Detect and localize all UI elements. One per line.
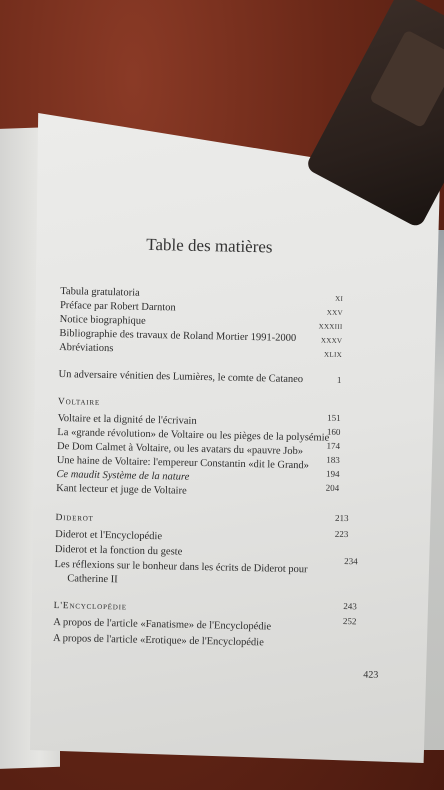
toc-page-number: 183 xyxy=(326,454,340,465)
toc-entry: Diderot et la fonction du geste xyxy=(54,543,183,558)
section-heading-encyclopedie: L'Encyclopédie xyxy=(53,600,127,613)
toc-entry: Ce maudit Système de la nature xyxy=(56,469,190,483)
toc-entry: A propos de l'article «Erotique» de l'Encyclopédie xyxy=(52,632,264,649)
toc-entry-continuation: Catherine II xyxy=(67,573,118,586)
toc-page-number: XXXV xyxy=(320,336,343,345)
toc-page-number: 174 xyxy=(326,440,341,451)
toc-entry: De Dom Calmet à Voltaire, ou les avatars du «pauvre Job» xyxy=(56,441,304,458)
toc-entry: Bibliographie des travaux de Roland Mortier 1991-2000 xyxy=(59,328,297,344)
toc-page-number: 223 xyxy=(334,528,349,540)
toc-page-number: 243 xyxy=(343,601,357,612)
page-title: Table des matières xyxy=(146,234,273,257)
toc-entry: Diderot et l'Encyclopédie xyxy=(55,528,163,543)
toc-entry: Kant lecteur et juge de Voltaire xyxy=(56,482,187,497)
toc-entry: Tabula gratulatoria xyxy=(60,286,140,299)
toc-page-number: 194 xyxy=(325,468,340,479)
toc-page-number: 252 xyxy=(342,616,357,627)
toc-entry: A propos de l'article «Fanatisme» de l'Encyclopédie xyxy=(53,616,272,633)
toc-entry: Une haine de Voltaire: l'empereur Constantin «dit le Grand» xyxy=(56,455,310,472)
toc-page-number: XLIX xyxy=(324,350,343,359)
toc-page-number: XI xyxy=(335,294,344,303)
toc-page-number: 234 xyxy=(344,556,358,567)
toc-page-number: 160 xyxy=(326,426,341,437)
toc-page-number: 151 xyxy=(327,412,341,423)
toc-entry: Préface par Robert Darnton xyxy=(59,300,176,314)
toc-entry: Notice biographique xyxy=(59,314,146,327)
section-heading-diderot: Diderot xyxy=(55,512,94,524)
toc-page-number: XXXIII xyxy=(318,322,343,331)
toc-entry: La «grande révolution» de Voltaire ou les pièges de la polysémie xyxy=(57,427,330,444)
toc-entry: Voltaire et la dignité de l'écrivain xyxy=(57,413,197,427)
toc-page-number: 1 xyxy=(336,374,342,385)
toc-page-number: 204 xyxy=(325,482,340,493)
section-heading-voltaire: Voltaire xyxy=(57,397,101,408)
page-folio: 423 xyxy=(363,669,379,681)
toc-entry: Abréviations xyxy=(58,342,114,355)
toc-page-number: XXV xyxy=(326,308,343,317)
toc-entry: Les réflexions sur le bonheur dans les écrits de Diderot pour xyxy=(54,558,308,576)
toc-page-number: 213 xyxy=(335,512,349,524)
toc-entry: Un adversaire vénitien des Lumières, le comte de Cataneo xyxy=(58,369,304,386)
